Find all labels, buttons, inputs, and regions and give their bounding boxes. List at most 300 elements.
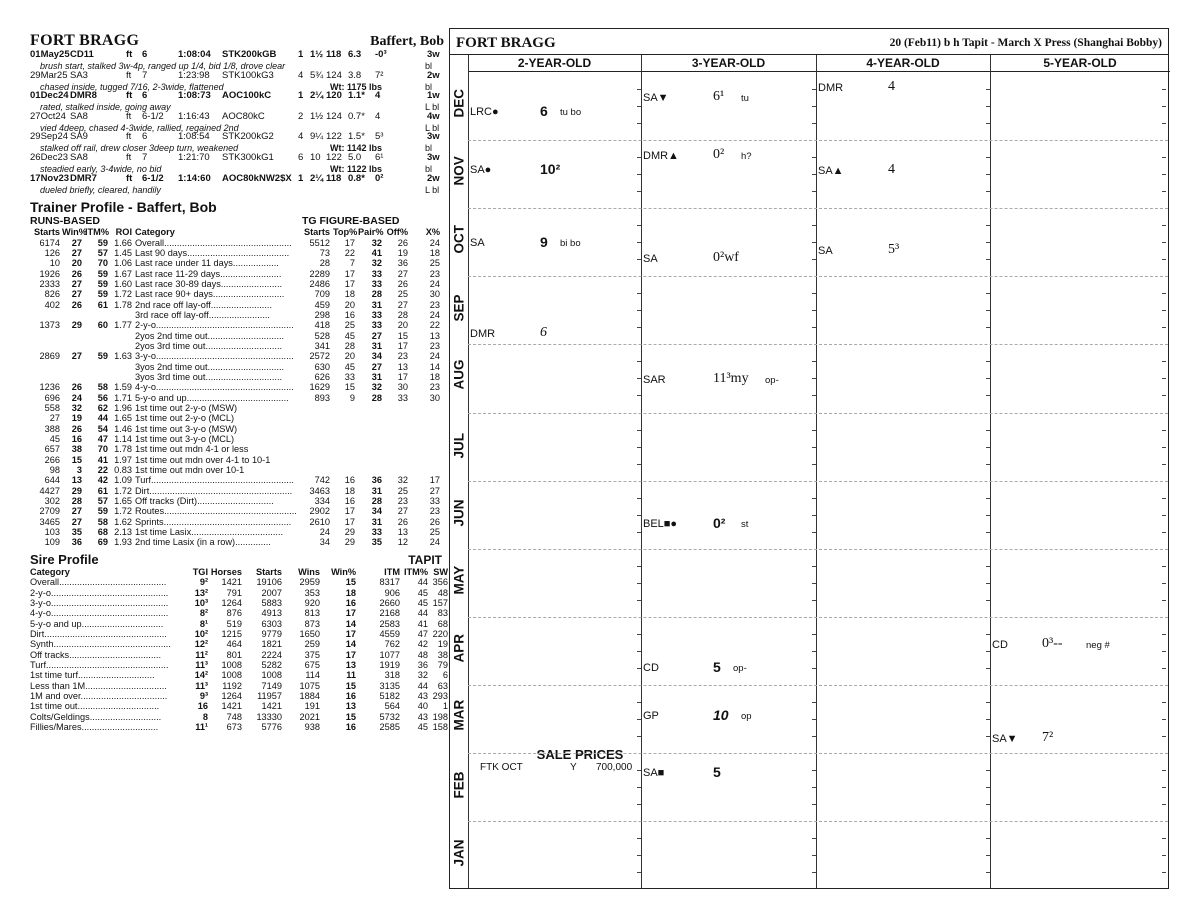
trainer-cell: 59 — [97, 506, 108, 517]
week-tick — [637, 787, 641, 788]
trainer-cell: 22 — [429, 320, 440, 331]
sire-cell: 6303 — [261, 618, 282, 629]
trainer-cell: 45 — [344, 330, 355, 341]
sire-cell: 1008 — [221, 659, 242, 670]
tg-based-label: TG FIGURE-BASED — [302, 215, 400, 228]
trainer-cell: 47 — [97, 434, 108, 445]
trainer-cell: 32 — [71, 403, 82, 413]
entry-track: SA — [470, 237, 485, 250]
trainer-cell: 19 — [71, 413, 82, 424]
week-tick — [637, 293, 641, 294]
week-tick — [986, 668, 990, 669]
trainer-cell: Top% — [333, 227, 358, 238]
week-tick — [1162, 804, 1166, 805]
trainer-cell: 2-y-o...................................................... — [135, 320, 294, 331]
trainer-row — [30, 258, 448, 268]
sire-row — [30, 660, 448, 670]
trainer-cell: 3465 — [39, 516, 60, 527]
chart-entry — [643, 660, 814, 676]
sire-cell: 47 — [417, 628, 428, 639]
sire-cell: 14² — [194, 670, 208, 681]
trainer-cell: 25 — [397, 289, 408, 300]
trainer-cell: 2572 — [309, 351, 330, 362]
trainer-cell: 9 — [349, 392, 355, 403]
sire-cell: 1421 — [221, 577, 242, 588]
sire-cell: TGI — [192, 566, 208, 577]
sire-cell: 762 — [384, 639, 400, 650]
trainer-cell: 27 — [397, 506, 408, 517]
entry-figure: 0²wf — [713, 250, 739, 266]
month-label: DEC — [451, 89, 467, 118]
age-column-header: 3-YEAR-OLD — [641, 55, 816, 72]
trainer-cell: 109 — [44, 537, 60, 548]
age-column-header: 4-YEAR-OLD — [816, 55, 990, 72]
pp-race: STK200kG2 — [222, 131, 274, 143]
week-tick — [986, 838, 990, 839]
pp-equip1: 2w — [427, 172, 440, 184]
trainer-row — [30, 403, 448, 413]
trainer-cell: Starts — [33, 227, 60, 238]
entry-figure: 0³-- — [1042, 635, 1063, 651]
trainer-cell: Last 90 days........................................ — [135, 247, 290, 258]
trainer-cell: 27 — [71, 237, 82, 248]
pp-surf: ft — [126, 131, 132, 143]
trainer-cell: 27 — [71, 516, 82, 527]
trainer-cell: 27 — [71, 351, 82, 362]
trainer-cell: Win% — [62, 227, 87, 238]
week-tick — [986, 464, 990, 465]
sire-cell: 1st time turf.............................. — [30, 670, 155, 681]
sire-cell: 36 — [417, 659, 428, 670]
sire-cell: 15 — [345, 711, 356, 722]
trainer-cell: 18 — [429, 371, 440, 382]
sire-cell: 3-y-o.............................................. — [30, 597, 169, 608]
trainer-cell: 20 — [397, 320, 408, 331]
pp-dist: 7 — [142, 69, 148, 81]
sire-cell: Starts — [255, 566, 282, 577]
pp-track: DMR7 — [70, 172, 97, 184]
pp-equip2: bl — [425, 81, 433, 92]
week-tick — [637, 872, 641, 873]
trainer-cell: 459 — [314, 299, 330, 310]
trainer-cell: 58 — [97, 382, 108, 393]
pp-equip1: 3w — [427, 151, 440, 163]
entry-figure: 6¹ — [713, 89, 725, 104]
sire-profile-table — [30, 567, 448, 733]
week-tick — [986, 804, 990, 805]
trainer-cell: 17 — [344, 237, 355, 248]
week-tick — [986, 736, 990, 737]
sire-cell: Less than 1M................................ — [30, 680, 167, 691]
trainer-cell: 32 — [397, 475, 408, 486]
chart-entry — [470, 162, 639, 178]
trainer-cell: 26 — [71, 423, 82, 434]
trainer-cell: 25 — [397, 485, 408, 496]
trainer-cell: 16 — [344, 496, 355, 507]
trainer-cell: 62 — [97, 403, 108, 413]
pp-race-row — [30, 71, 448, 82]
week-tick — [637, 600, 641, 601]
sire-cell: 12² — [194, 639, 208, 650]
sire-name: TAPIT — [408, 552, 442, 567]
trainer-cell: 27 — [71, 289, 82, 300]
pp-time: 1:08:54 — [178, 131, 210, 143]
pp-time: 1:08:04 — [178, 49, 211, 60]
week-tick — [637, 395, 641, 396]
sire-cell: 198 — [432, 711, 448, 722]
trainer-cell: 33 — [371, 527, 382, 538]
trainer-cell: 742 — [314, 475, 330, 486]
trainer-cell: Overall.................................................. — [135, 237, 292, 248]
trainer-cell: 1.46 — [114, 423, 132, 434]
sire-cell: 48 — [417, 649, 428, 660]
pp-finish: 2 — [298, 110, 304, 122]
week-tick — [812, 242, 816, 243]
trainer-cell: 1926 — [39, 268, 60, 279]
sire-cell: 11³ — [195, 659, 208, 670]
week-tick — [1162, 447, 1166, 448]
pp-margin: 2¼ — [310, 90, 324, 102]
entry-figure: 9 — [540, 234, 548, 251]
trainer-cell: 58 — [97, 516, 108, 527]
trainer-cell: 1.66 — [114, 237, 132, 248]
sire-cell: 1075 — [299, 680, 320, 691]
trainer-cell: 1st time Lasix.................................... — [135, 527, 284, 538]
week-tick — [986, 310, 990, 311]
trainer-cell: 302 — [44, 496, 60, 507]
chart-entry — [992, 731, 1168, 747]
week-tick — [1162, 259, 1166, 260]
week-tick — [1162, 532, 1166, 533]
sire-cell: Synth.............................................. — [30, 639, 171, 650]
pp-dist: 6 — [142, 131, 148, 143]
pp-margin: 10 — [310, 151, 321, 163]
trainer-cell: 26 — [397, 278, 408, 289]
trainer-cell: 0.83 — [114, 465, 132, 476]
trainer-cell: 54 — [97, 423, 108, 434]
week-tick — [812, 310, 816, 311]
trainer-cell: 13 — [71, 475, 82, 486]
sire-cell: 10² — [194, 628, 208, 639]
sire-cell: 7149 — [261, 680, 282, 691]
pp-time: 1:14:60 — [178, 172, 211, 184]
trainer-cell: 893 — [314, 392, 330, 403]
pp-date: 01May25 — [30, 49, 70, 60]
pp-track: DMR8 — [70, 90, 97, 102]
trainer-cell: 59 — [97, 351, 108, 362]
chart-entry — [643, 372, 814, 388]
sire-cell: 9³ — [199, 690, 208, 701]
entry-note: st — [741, 518, 749, 530]
sire-cell: 16 — [197, 701, 208, 712]
sire-cell: 9² — [199, 577, 208, 588]
pp-surf: ft — [126, 69, 132, 81]
trainer-row — [30, 248, 448, 258]
week-tick — [637, 378, 641, 379]
pp-odds: 3.8 — [348, 69, 362, 81]
entry-track: DMR — [818, 82, 844, 94]
week-tick — [1162, 498, 1166, 499]
sire-cell: 2660 — [379, 597, 400, 608]
sire-cell: 157 — [432, 597, 448, 608]
trainer-cell: 1st time out mdn 4-1 or less — [135, 444, 249, 455]
week-tick — [637, 447, 641, 448]
sire-cell: 8² — [199, 608, 208, 619]
trainer-row — [30, 486, 448, 496]
trainer-cell: 2289 — [309, 268, 330, 279]
sire-cell: 13 — [345, 701, 356, 712]
pp-track: CD11 — [70, 49, 94, 60]
week-tick — [637, 634, 641, 635]
month-gridline — [468, 344, 1168, 345]
trainer-cell: 59 — [97, 268, 108, 279]
sire-cell: 2224 — [261, 649, 282, 660]
week-tick — [637, 498, 641, 499]
pp-dist: 7 — [142, 151, 148, 163]
sire-row — [30, 577, 448, 587]
trainer-cell: 1.93 — [114, 537, 132, 548]
trainer-cell: 4427 — [39, 485, 60, 496]
sire-cell: 2168 — [379, 608, 400, 619]
entry-figure: 4 — [888, 79, 895, 94]
week-tick — [812, 293, 816, 294]
pp-fig: 6¹ — [375, 151, 384, 163]
sire-cell: 16 — [345, 721, 356, 732]
sire-row — [30, 619, 448, 629]
sire-cell: 519 — [226, 618, 242, 629]
trainer-cell: Last race 30-89 days........................ — [135, 278, 283, 289]
week-tick — [812, 804, 816, 805]
pp-time: 1:08:73 — [178, 90, 211, 102]
week-tick — [986, 566, 990, 567]
month-label: JUL — [451, 432, 467, 459]
month-gridline — [468, 685, 1168, 686]
month-gridline — [468, 617, 1168, 618]
trainer-cell: 1st time out 3-y-o (MSW) — [135, 423, 238, 434]
sire-cell: 44 — [417, 680, 428, 691]
trainer-cell: 1.72 — [114, 485, 132, 496]
week-tick — [812, 651, 816, 652]
trainer-cell: 1st time out 2-y-o (MCL) — [135, 413, 235, 424]
trainer-cell: 27 — [71, 278, 82, 289]
pp-comment: chased inside, tugged 7/16, 2-3wide, flattened — [40, 81, 224, 92]
pp-header — [30, 32, 448, 50]
pp-odds: 5.0 — [348, 151, 362, 163]
trainer-cell: ROI — [115, 227, 132, 238]
week-tick — [637, 259, 641, 260]
trainer-row — [30, 238, 448, 248]
sire-cell: 375 — [304, 649, 320, 660]
trainer-cell: 34 — [371, 506, 382, 517]
chart-entry — [818, 243, 988, 259]
week-tick — [1162, 464, 1166, 465]
trainer-cell: Off tracks (Dirt).............................. — [135, 496, 274, 507]
trainer-cell: 12 — [397, 537, 408, 548]
week-tick — [812, 361, 816, 362]
entry-track: SA — [818, 245, 833, 258]
trainer-row — [30, 424, 448, 434]
trainer-cell: 298 — [314, 309, 330, 320]
week-tick — [1162, 361, 1166, 362]
trainer-cell: 31 — [371, 485, 382, 496]
trainer-cell: 24 — [429, 309, 440, 320]
pp-dist: 6-1/2 — [142, 110, 164, 122]
pp-time: 1:21:70 — [178, 151, 210, 163]
pp-odds: 1.5* — [348, 131, 365, 143]
sire-cell: 920 — [304, 597, 320, 608]
trainer-cell: 26 — [397, 237, 408, 248]
pp-equip1: 1w — [427, 90, 440, 102]
trainer-cell: 45 — [49, 434, 60, 445]
pp-track: SA8 — [70, 110, 88, 122]
week-tick — [1162, 242, 1166, 243]
pp-equip1: 2w — [427, 69, 440, 81]
trainer-cell: 626 — [314, 371, 330, 382]
sire-cell: 16 — [345, 690, 356, 701]
week-tick — [1162, 378, 1166, 379]
sire-cell: 17 — [345, 608, 356, 619]
trainer-cell: 1.60 — [114, 278, 132, 289]
sire-cell: Turf................................................ — [30, 659, 169, 670]
week-tick — [1162, 157, 1166, 158]
trainer-cell: 20 — [344, 299, 355, 310]
week-tick — [812, 634, 816, 635]
trainer-cell: 27 — [371, 361, 382, 372]
pp-equip1: 3w — [427, 49, 440, 60]
pp-margin: 1½ — [310, 49, 324, 60]
trainer-cell: 266 — [44, 454, 60, 465]
week-tick — [812, 191, 816, 192]
entry-figure: 5³ — [888, 242, 900, 258]
chart-entry — [643, 708, 814, 724]
week-tick — [812, 123, 816, 124]
sire-cell: 1421 — [261, 701, 282, 712]
week-tick — [812, 838, 816, 839]
sire-row — [30, 712, 448, 722]
sire-cell: 2007 — [261, 587, 282, 598]
pp-race-row — [30, 112, 448, 123]
trainer-cell: 30 — [429, 392, 440, 403]
trainer-cell: Last race 11-29 days........................ — [135, 268, 282, 279]
week-tick — [986, 719, 990, 720]
trainer-cell: 34 — [319, 537, 330, 548]
pp-weight: Wt: 1142 lbs — [330, 143, 383, 154]
entry-track: LRC● — [470, 106, 499, 118]
week-tick — [637, 532, 641, 533]
trainer-cell: 2yos 2nd time out.............................. — [135, 330, 285, 341]
trainer-row — [30, 465, 448, 475]
sire-cell: 19 — [437, 639, 448, 650]
pp-comment: rated, stalked inside, going away — [40, 102, 171, 113]
week-tick — [1162, 89, 1166, 90]
trainer-cell: 26 — [71, 268, 82, 279]
entry-note: op- — [733, 662, 747, 674]
week-tick — [1162, 106, 1166, 107]
column-divider — [641, 55, 642, 888]
column-divider — [468, 55, 469, 888]
week-tick — [986, 872, 990, 873]
entry-figure: 5 — [713, 658, 721, 675]
trainer-cell: 22 — [344, 247, 355, 258]
pp-odds: 0.8* — [348, 172, 365, 184]
pp-equip2: bl — [425, 61, 433, 71]
sire-row — [30, 670, 448, 680]
trainer-row — [30, 289, 448, 299]
trainer-cell: 61 — [97, 299, 108, 310]
entry-figure: 4 — [888, 162, 895, 178]
trainer-cell: 1.72 — [114, 506, 132, 517]
pp-surf: ft — [126, 90, 133, 102]
entry-figure: 10² — [540, 161, 561, 178]
pp-finish: 1 — [298, 90, 304, 102]
week-tick — [986, 651, 990, 652]
trainer-row — [30, 455, 448, 465]
trainer-cell: 1.77 — [114, 320, 132, 331]
trainer-cell: 32 — [371, 382, 382, 393]
trainer-cell: Routes.................................................... — [135, 506, 297, 517]
sire-row — [30, 681, 448, 691]
week-tick — [812, 532, 816, 533]
pp-wt: 124 — [326, 110, 342, 122]
pp-odds: 6.3 — [348, 49, 362, 60]
sire-cell: 318 — [384, 670, 400, 681]
entry-track: SA▼ — [992, 732, 1018, 745]
entry-track: SA● — [470, 164, 492, 177]
sale-title: SALE PRICES — [536, 747, 624, 762]
sire-cell: 41 — [417, 618, 428, 629]
trainer-cell: 1.65 — [114, 413, 132, 424]
trainer-cell: 1629 — [309, 382, 330, 393]
trainer-profile-title: Trainer Profile - Baffert, Bob — [30, 199, 217, 216]
trainer-cell: 59 — [97, 278, 108, 289]
trainer-cell: 709 — [314, 289, 330, 300]
pp-odds: 1.1* — [348, 90, 365, 102]
sire-cell: ITM% — [404, 566, 428, 577]
week-tick — [986, 293, 990, 294]
sire-cell: 1077 — [379, 649, 400, 660]
trainer-cell: 23 — [429, 506, 440, 517]
left-panel — [30, 32, 448, 732]
sire-cell: 14 — [345, 639, 356, 650]
sire-cell: 801 — [226, 649, 242, 660]
sire-cell: 40 — [417, 701, 428, 712]
pp-equip2: bl — [425, 143, 433, 154]
pp-odds: 0.7* — [348, 110, 365, 122]
sire-cell: 44 — [417, 608, 428, 619]
month-label: JAN — [451, 839, 467, 867]
trainer-cell: 10 — [49, 258, 60, 269]
chart-header — [450, 29, 1168, 55]
week-tick — [1162, 327, 1166, 328]
pp-margin: 9¼ — [310, 131, 324, 143]
trainer-cell: 30 — [429, 289, 440, 300]
sire-cell: 44 — [417, 577, 428, 588]
sire-cell: 158 — [432, 721, 448, 732]
pp-race: STK300kG1 — [222, 151, 274, 163]
trainer-cell: 1.09 — [114, 475, 132, 486]
trainer-cell: 17 — [344, 516, 355, 527]
pp-surf: ft — [126, 49, 133, 60]
trainer-cell: 23 — [429, 340, 440, 351]
sire-cell: 4559 — [379, 628, 400, 639]
pp-comment: steadied early, 3-4wide, no bid — [40, 163, 162, 174]
trainer-row — [30, 351, 448, 361]
trainer-cell: 7 — [349, 258, 355, 269]
week-tick — [986, 447, 990, 448]
sire-cell: 43 — [417, 690, 428, 701]
sire-cell: 18 — [345, 587, 356, 598]
week-tick — [1162, 123, 1166, 124]
